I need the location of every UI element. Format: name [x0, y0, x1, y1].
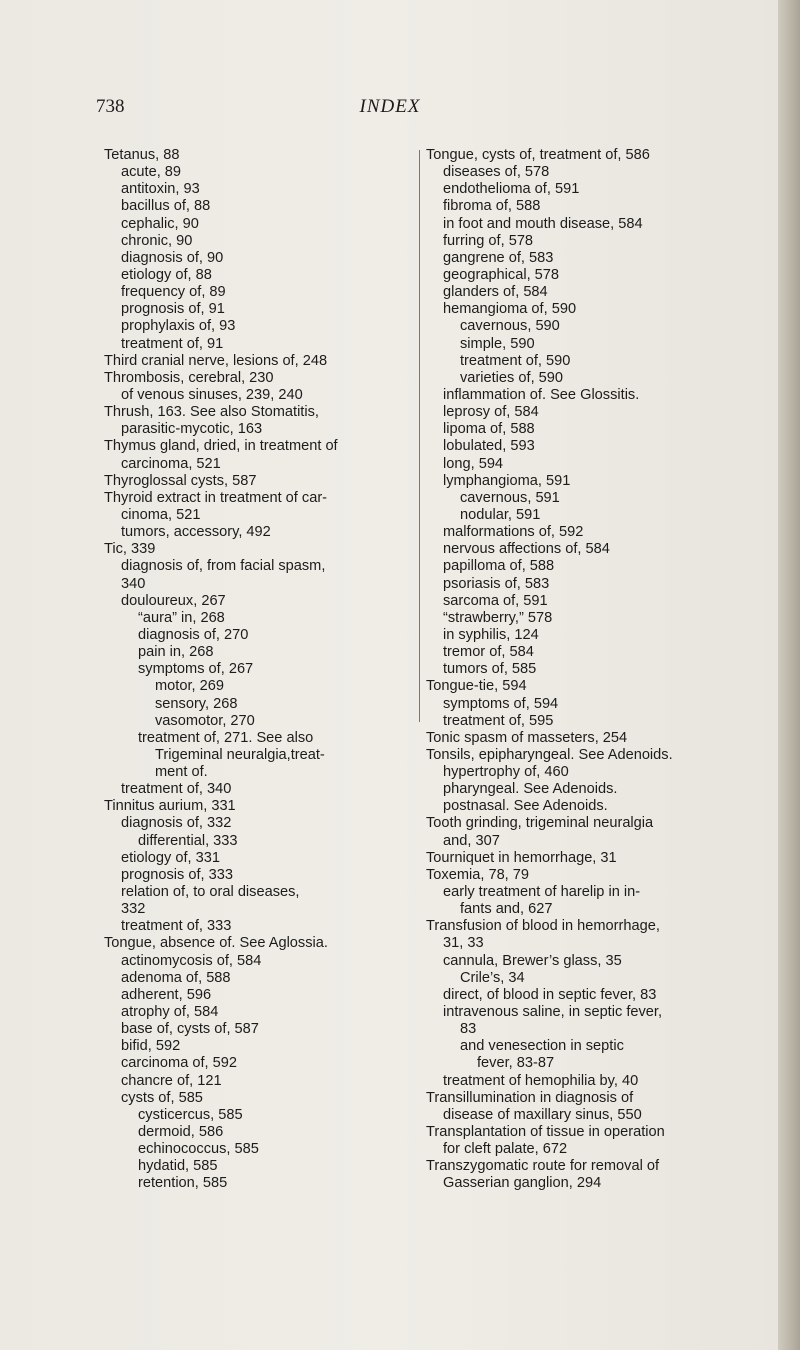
index-entry: cysticercus, 585: [138, 1106, 243, 1123]
index-entry: endothelioma of, 591: [443, 181, 580, 198]
index-entry: Tongue-tie, 594: [426, 678, 527, 695]
index-entry: pharyngeal. See Adenoids.: [443, 781, 618, 798]
index-entry: symptoms of, 594: [443, 695, 559, 712]
index-entry: cephalic, 90: [121, 215, 199, 232]
index-entry: intravenous saline, in septic fever,: [443, 1004, 663, 1021]
index-entry: Thrombosis, cerebral, 230: [104, 369, 274, 386]
index-entry: 332: [121, 901, 146, 918]
index-column-left: [104, 147, 414, 1193]
index-entry: lobulated, 593: [443, 438, 535, 455]
index-entry: adherent, 596: [121, 986, 212, 1003]
index-entry: diagnosis of, 270: [138, 626, 249, 643]
index-entry: carcinoma, 521: [121, 455, 221, 472]
index-entry: motor, 269: [155, 678, 224, 695]
index-entry: Thymus gland, dried, in treatment of: [104, 438, 338, 455]
index-entry: 340: [121, 575, 146, 592]
index-entry: malformations of, 592: [443, 524, 584, 541]
index-entry: diagnosis of, from facial spasm,: [121, 558, 326, 575]
index-entry: chancre of, 121: [121, 1072, 222, 1089]
index-entry: treatment of hemophilia by, 40: [443, 1072, 639, 1089]
index-entry: atrophy of, 584: [121, 1004, 219, 1021]
index-entry: base of, cysts of, 587: [121, 1021, 259, 1038]
index-entry: “aura” in, 268: [138, 609, 225, 626]
index-entry: chronic, 90: [121, 232, 193, 249]
index-entry: Transplantation of tissue in operation: [426, 1124, 665, 1141]
page-edge-shadow: [778, 0, 800, 1350]
index-entry: Transfusion of blood in hemorrhage,: [426, 918, 660, 935]
index-entry: diagnosis of, 90: [121, 249, 224, 266]
index-entry: fever, 83-87: [477, 1055, 555, 1072]
index-entry: hypertrophy of, 460: [443, 764, 569, 781]
index-entry: of venous sinuses, 239, 240: [121, 386, 303, 403]
index-entry: Third cranial nerve, lesions of, 248: [104, 352, 328, 369]
index-entry: postnasal. See Adenoids.: [443, 798, 608, 815]
index-entry: direct, of blood in septic fever, 83: [443, 986, 657, 1003]
index-entry: diseases of, 578: [443, 164, 550, 181]
index-entry: inflammation of. See Glossitis.: [443, 386, 640, 403]
index-entry: Tetanus, 88: [104, 147, 180, 163]
index-entry: Tourniquet in hemorrhage, 31: [426, 849, 617, 866]
index-entry: frequency of, 89: [121, 284, 226, 301]
index-entry: Trigeminal neuralgia,treat-: [155, 746, 325, 763]
index-entry: tremor of, 584: [443, 644, 534, 661]
index-entry: disease of maxillary sinus, 550: [443, 1106, 642, 1123]
index-entry: douloureux, 267: [121, 592, 226, 609]
index-entry: furring of, 578: [443, 232, 534, 249]
index-entry: varieties of, 590: [460, 369, 564, 386]
index-entry: treatment of, 595: [443, 712, 554, 729]
index-entry: relation of, to oral diseases,: [121, 884, 300, 901]
index-entry: sarcoma of, 591: [443, 592, 548, 609]
index-entry: for cleft palate, 672: [443, 1141, 568, 1158]
column-divider: [419, 150, 420, 722]
index-entry: cysts of, 585: [121, 1089, 203, 1106]
index-entry: papilloma of, 588: [443, 558, 555, 575]
page-number: 738: [96, 96, 125, 117]
index-entry: Thrush, 163. See also Stomatitis,: [104, 404, 319, 421]
index-entry: prophylaxis of, 93: [121, 318, 236, 335]
index-entry: cinoma, 521: [121, 506, 201, 523]
index-entry: lipoma of, 588: [443, 421, 535, 438]
index-entry: treatment of, 340: [121, 781, 232, 798]
index-entry: Tonic spasm of masseters, 254: [426, 729, 628, 746]
index-entry: retention, 585: [138, 1175, 228, 1192]
page-title: INDEX: [359, 96, 421, 117]
index-entry: Tic, 339: [104, 541, 156, 558]
index-entry: nervous affections of, 584: [443, 541, 610, 558]
index-entry: and venesection in septic: [460, 1038, 624, 1055]
index-entry: hydatid, 585: [138, 1158, 218, 1175]
index-entry: treatment of, 91: [121, 335, 224, 352]
index-entry: hemangioma of, 590: [443, 301, 577, 318]
index-entry: in syphilis, 124: [443, 626, 539, 643]
index-entry: “strawberry,” 578: [443, 609, 553, 626]
index-entry: Tinnitus aurium, 331: [104, 798, 236, 815]
index-entry: Tongue, absence of. See Aglossia.: [104, 935, 328, 952]
index-entry: Crile’s, 34: [460, 969, 525, 986]
index-entry: glanders of, 584: [443, 284, 548, 301]
index-entry: cavernous, 591: [460, 489, 560, 506]
index-entry: acute, 89: [121, 164, 182, 181]
index-entry: actinomycosis of, 584: [121, 952, 262, 969]
index-entry: Thyroglossal cysts, 587: [104, 472, 257, 489]
index-entry: diagnosis of, 332: [121, 815, 232, 832]
index-entry: pain in, 268: [138, 644, 214, 661]
index-entry: Tonsils, epipharyngeal. See Adenoids.: [426, 746, 673, 763]
index-entry: bacillus of, 88: [121, 198, 211, 215]
index-entry: tumors, accessory, 492: [121, 524, 271, 541]
index-entry: prognosis of, 333: [121, 866, 233, 883]
index-entry: 83: [460, 1021, 477, 1038]
index-entry: Tooth grinding, trigeminal neuralgia: [426, 815, 654, 832]
index-entry: ment of.: [155, 764, 208, 781]
index-entry: differential, 333: [138, 832, 238, 849]
index-entry: etiology of, 88: [121, 266, 212, 283]
index-entry: fants and, 627: [460, 901, 553, 918]
index-entry: fibroma of, 588: [443, 198, 541, 215]
index-entry: Tongue, cysts of, treatment of, 586: [426, 147, 650, 163]
index-entry: antitoxin, 93: [121, 181, 200, 198]
index-entry: treatment of, 590: [460, 352, 571, 369]
page-header: [0, 96, 780, 120]
index-entry: Gasserian ganglion, 294: [443, 1175, 602, 1192]
index-entry: lymphangioma, 591: [443, 472, 571, 489]
index-entry: gangrene of, 583: [443, 249, 554, 266]
index-entry: parasitic-mycotic, 163: [121, 421, 263, 438]
index-entry: and, 307: [443, 832, 500, 849]
index-entry: etiology of, 331: [121, 849, 220, 866]
index-entry: sensory, 268: [155, 695, 238, 712]
index-entry: 31, 33: [443, 935, 484, 952]
index-entry: Toxemia, 78, 79: [426, 866, 530, 883]
index-entry: treatment of, 333: [121, 918, 232, 935]
index-entry: carcinoma of, 592: [121, 1055, 238, 1072]
index-entry: psoriasis of, 583: [443, 575, 550, 592]
index-entry: adenoma of, 588: [121, 969, 231, 986]
index-entry: early treatment of harelip in in-: [443, 884, 641, 901]
index-entry: dermoid, 586: [138, 1124, 224, 1141]
index-entry: leprosy of, 584: [443, 404, 539, 421]
index-entry: symptoms of, 267: [138, 661, 254, 678]
index-entry: vasomotor, 270: [155, 712, 255, 729]
index-entry: cannula, Brewer’s glass, 35: [443, 952, 622, 969]
index-column-right: [426, 147, 746, 1193]
index-entry: long, 594: [443, 455, 504, 472]
index-entry: tumors of, 585: [443, 661, 537, 678]
index-entry: simple, 590: [460, 335, 535, 352]
index-entry: Transzygomatic route for removal of: [426, 1158, 660, 1175]
index-entry: Thyroid extract in treatment of car-: [104, 489, 328, 506]
index-entry: prognosis of, 91: [121, 301, 225, 318]
index-entry: treatment of, 271. See also: [138, 729, 314, 746]
index-entry: in foot and mouth disease, 584: [443, 215, 643, 232]
index-entry: bifid, 592: [121, 1038, 181, 1055]
index-entry: nodular, 591: [460, 506, 541, 523]
index-entry: cavernous, 590: [460, 318, 560, 335]
index-entry: geographical, 578: [443, 266, 560, 283]
index-entry: echinococcus, 585: [138, 1141, 259, 1158]
index-entry: Transillumination in diagnosis of: [426, 1089, 634, 1106]
